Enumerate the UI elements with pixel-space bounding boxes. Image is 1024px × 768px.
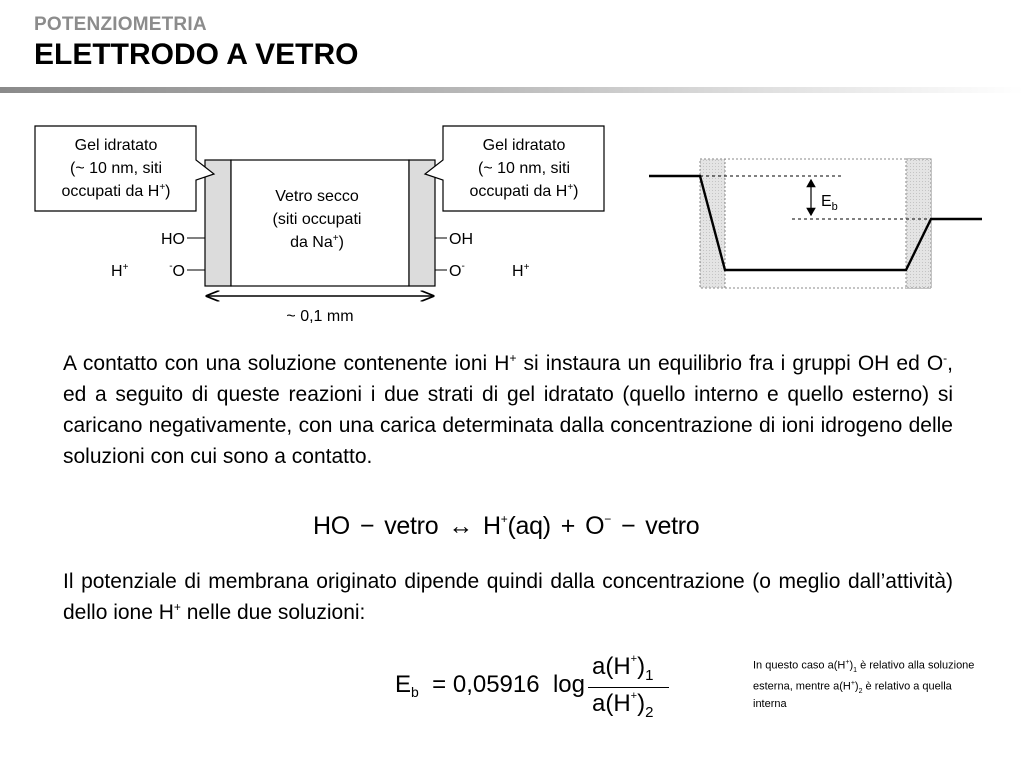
dry-glass-line3: da Na+): [290, 233, 344, 251]
eq1-oxide-charge: −: [604, 512, 611, 526]
eq1-minus1: −: [359, 512, 375, 540]
eq1-plus: +: [560, 512, 576, 540]
eq1-glass2: vetro: [645, 512, 700, 540]
profile-frame: [700, 159, 931, 288]
eq1-state: (aq): [507, 512, 551, 540]
dry-glass-line1: Vetro secco: [275, 188, 359, 205]
thickness-label: ~ 0,1 mm: [286, 308, 354, 325]
left-callout-line3: occupati da H+): [61, 182, 171, 200]
para2-sup-a: +: [173, 600, 181, 614]
eq2-subscript: b: [411, 684, 419, 700]
right-hydroxyl-group: OH: [449, 231, 473, 248]
glass-electrode-diagram: [0, 0, 1024, 340]
left-gel-callout: [35, 126, 214, 211]
right-surface-groups: [435, 231, 530, 280]
left-callout-line1: Gel idratato: [74, 137, 158, 154]
right-oxide-group: O-: [449, 261, 465, 280]
profile-right-layer: [906, 159, 931, 288]
equilibrium-equation: [313, 512, 699, 541]
section-subtitle: POTENZIOMETRIA: [34, 14, 207, 35]
eq2-denominator: $a(H^+)_2$: [592, 690, 654, 721]
eq1-minus2: −: [620, 512, 636, 540]
membrane-potential-paragraph: [63, 566, 953, 628]
para1-sup-b: -: [943, 351, 948, 365]
eq2-equals: =: [432, 671, 447, 698]
eq2-lhs: [395, 671, 585, 700]
eq2-symbol: E: [395, 671, 412, 698]
left-proton: H+: [111, 262, 129, 280]
para1-text-b: si instaura un equilibrio fra i gruppi OH ed O: [516, 352, 944, 375]
left-oxide-group: -O: [169, 261, 185, 280]
para2-text-b: nelle due soluzioni:: [180, 601, 366, 624]
para2-text-a: Il potenziale di membrana originato dipende quindi dalla concentrazione (o meglio dall’attività) dello ione H: [63, 570, 953, 624]
eq2-log: log: [552, 671, 585, 698]
right-callout-line2: (~ 10 nm, siti: [477, 160, 571, 177]
right-proton: H+: [512, 262, 530, 280]
activity-footnote: In questo caso $a(H^+)_1$ è relativo alla soluzione esterna, mentre $a(H^+)_2$ è relativo a quella interna: [753, 659, 975, 710]
right-callout-line1: Gel idratato: [482, 137, 566, 154]
eq1-arrow: ↔: [448, 512, 474, 540]
left-hydrated-layer: [205, 160, 231, 286]
eq2-numerator: $a(H^+)_1$: [592, 653, 654, 684]
potential-label: $E_b$: [821, 193, 838, 213]
eq1-ion: H: [483, 512, 501, 540]
eq1-oxide: O: [585, 512, 605, 540]
nernst-equation: [395, 650, 695, 730]
para1-sup-a: +: [509, 351, 517, 365]
page-title: ELETTRODO A VETRO: [34, 38, 359, 71]
eq1-ho: HO: [313, 512, 350, 540]
eq1-ion-charge: +: [500, 512, 508, 526]
right-gel-callout: [425, 126, 604, 211]
equilibrium-paragraph: [63, 348, 953, 472]
right-callout-line3: occupati da H+): [469, 182, 579, 200]
left-hydroxyl-group: HO: [161, 231, 185, 248]
para1-text-c: , ed a seguito di queste reazioni i due strati di gel idratato (quello interno e quello esterno) si caricano negativamente, con una carica determinata dalla concentrazione di ioni idrogeno delle soluzioni con cui sono a contatto.: [63, 352, 954, 468]
eq2-fraction-bar: [588, 687, 669, 688]
left-callout-line2: (~ 10 nm, siti: [69, 160, 163, 177]
right-hydrated-layer: [409, 160, 435, 286]
dry-glass-line2: (siti occupati: [272, 211, 362, 228]
thickness-dimension: [207, 296, 433, 325]
potential-profile: [649, 159, 982, 288]
eq2-constant: 0,05916: [452, 671, 540, 698]
eq1-glass1: vetro: [384, 512, 439, 540]
left-surface-groups: [111, 231, 205, 280]
para1-text-a: A contatto con una soluzione contenente ioni H: [63, 352, 510, 375]
